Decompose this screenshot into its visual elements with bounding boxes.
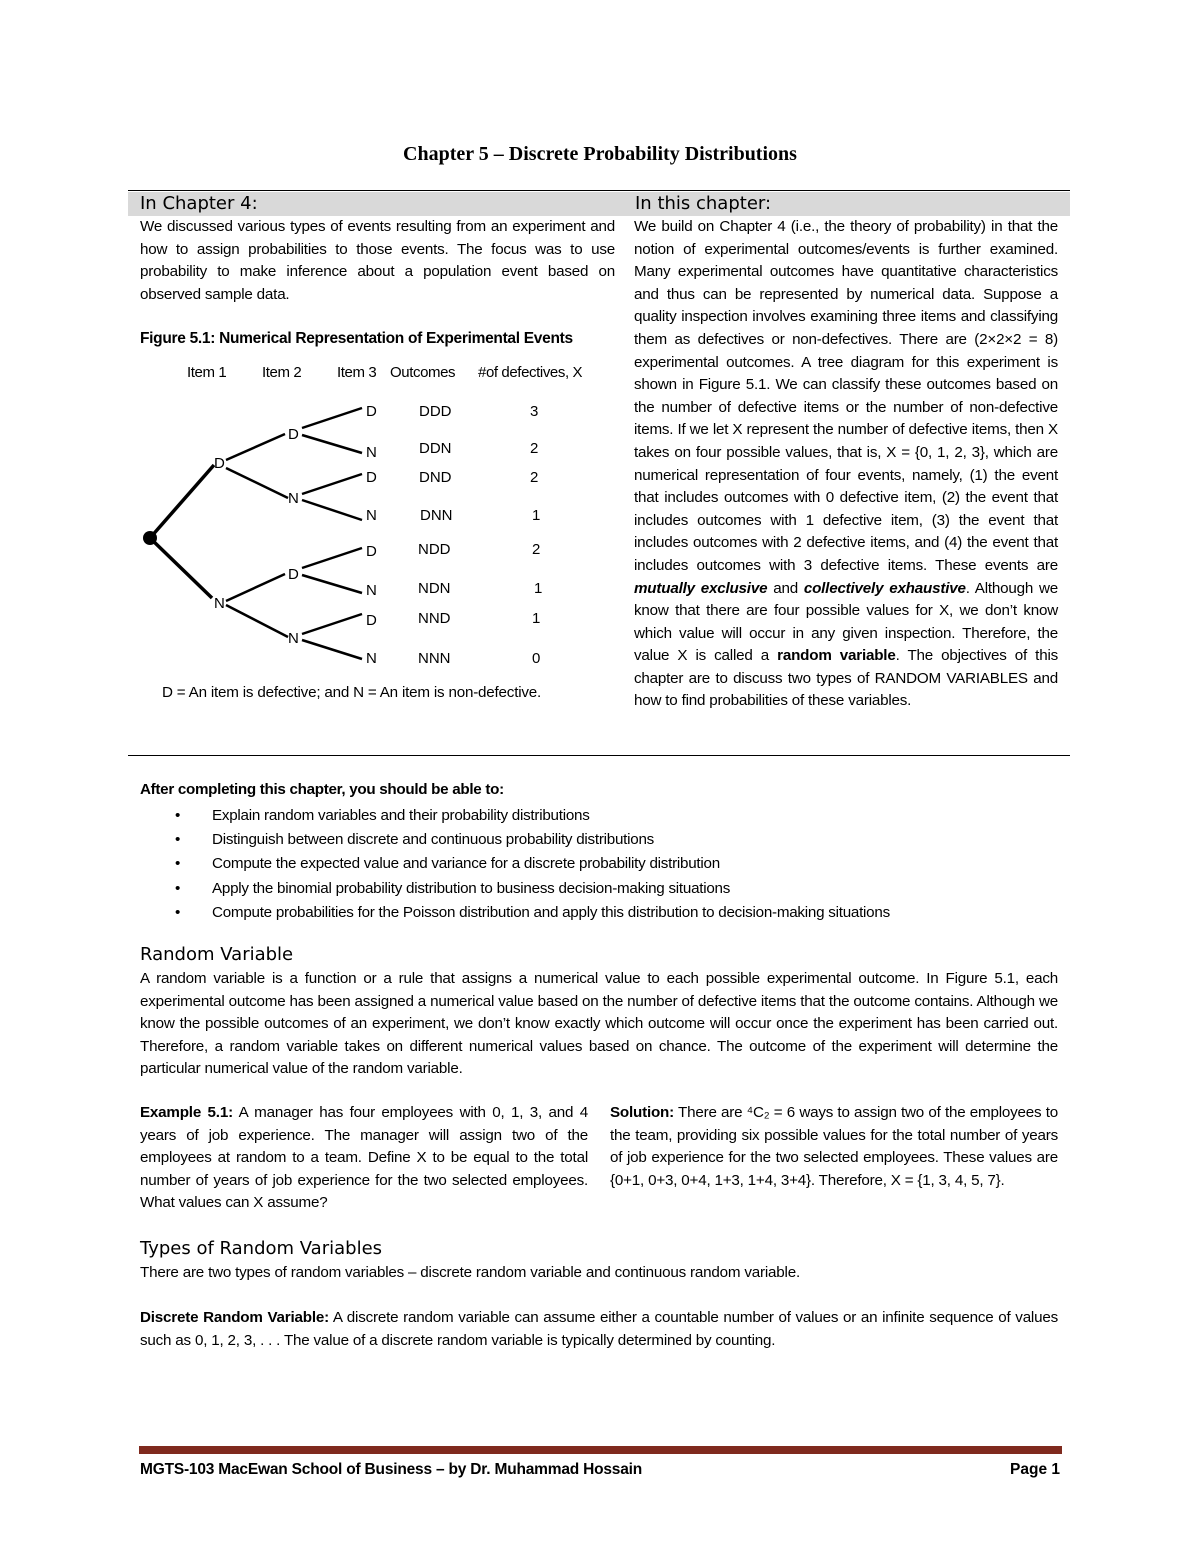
objectives-heading: After completing this chapter, you should be able to: [140, 781, 504, 798]
bullet-icon: • [175, 807, 181, 824]
leaf-x-value: 2 [532, 541, 541, 558]
types-text: There are two types of random variables – discrete random variable and continuous random variable. [140, 1264, 800, 1281]
objective-text: Compute probabilities for the Poisson distribution and apply this distribution to decision-making situations [212, 903, 890, 921]
random-variable-text: A random variable is a function or a rule that assigns a numerical value to each possible experimental outcome. In Figure 5.1, each experimental outcome has been assigned a numerical value based on the number of defective items that the outcome contains. Although we know the possible outcomes of an experiment, we don’t know exactly which outcome will occur once the experiment has been carried out. Therefore, a random variable takes on different numerical values based on chance. The outcome of the experiment will determine the particular numerical value of the random variable. [140, 970, 1058, 1078]
objective-item [140, 877, 890, 901]
leaf-x-value: 3 [530, 403, 539, 420]
bullet-icon: • [175, 855, 181, 873]
branch-dn-d [302, 474, 362, 494]
branch-n-d [226, 574, 285, 601]
leaf-outcome: NND [418, 610, 451, 627]
branch-d-d [226, 434, 285, 460]
figure-title: Figure 5.1: Numerical Representation of Experimental Events [140, 330, 573, 347]
solution-label: Solution: [610, 1104, 674, 1121]
leaf-item3: N [366, 444, 377, 461]
objectives-list [140, 804, 890, 925]
leaf-item3: N [366, 507, 377, 524]
solution-block [610, 1102, 1058, 1192]
leaf-item3: D [366, 469, 377, 486]
branch-dd-d [302, 408, 362, 428]
branch-d-n [226, 468, 288, 498]
leaf-item3: D [366, 403, 377, 420]
tree-diagram [130, 355, 620, 680]
term-random-variable: random variable [777, 647, 896, 665]
node-level1-d: D [214, 455, 225, 472]
node-level2-dn: N [288, 490, 299, 507]
leaf-x-value: 2 [530, 440, 539, 457]
leaf-item3: N [366, 650, 377, 667]
figure-legend: D = An item is defective; and N = An item is non-defective. [162, 684, 542, 701]
objective-item [140, 852, 890, 876]
leaf-outcome: DDD [419, 403, 452, 420]
objective-text: Explain random variables and their probability distributions [212, 807, 590, 824]
branch-nn-n [302, 640, 362, 659]
leaf-x-value: 2 [530, 469, 539, 486]
leaf-item3: D [366, 612, 377, 629]
leaf-x-value: 0 [532, 650, 541, 667]
header-item-3: Item 3 [337, 364, 377, 381]
leaf-item3: D [366, 543, 377, 560]
node-level2-nd: D [288, 566, 299, 583]
objective-item [140, 901, 890, 925]
leaf-x-value: 1 [532, 610, 541, 627]
branch-nd-n [302, 575, 362, 593]
branch-root-n [150, 538, 212, 598]
objective-text: Apply the binomial probability distribution to business decision-making situations [212, 879, 731, 897]
bullet-icon: • [175, 879, 181, 897]
branch-dd-n [302, 435, 362, 453]
term-mutually-exclusive: mutually exclusive [634, 579, 768, 597]
objective-item [140, 828, 890, 852]
leaf-outcome: NNN [418, 650, 451, 667]
objective-text: Compute the expected value and variance for a discrete probability distribution [212, 855, 720, 873]
right-text-part-3: . Although we know that there are four possible values for X, we don’t know which value will occur in any given inspection. Therefore, the value X is called a [634, 579, 1059, 665]
branch-dn-n [302, 500, 362, 520]
header-defectives: #of defectives, X [478, 364, 583, 381]
node-level2-nn: N [288, 630, 299, 647]
leaf-outcome: NDD [418, 541, 451, 558]
footer-page-number: Page 1 [1010, 1461, 1060, 1478]
types-heading: Types of Random Variables [140, 1238, 383, 1259]
discrete-text: A discrete random variable can assume either a countable number of values or an infinite sequence of values such as 0, 1, 2, 3, . . . The value of a discrete random variable is typically determined by counting. [140, 1309, 1058, 1349]
random-variable-heading: Random Variable [140, 944, 294, 965]
header-item-2: Item 2 [262, 364, 302, 381]
right-text-part-1: We build on Chapter 4 (i.e., the theory of probability) in that the notion of experimental outcomes/events is further examined. Many experimental outcomes have quantitative characteristics and thus can be represented by numerical data. Suppose a quality inspection involves examining three items and classifying them as defectives or non-defectives. There are (2×2×2 = 8) experimental outcomes. A tree diagram for this experiment is shown in Figure 5.1. We can classify these outcomes based on the number of defective items or the number of non-defective items. If we let X represent the number of defective items, then X takes on four possible values, that is, X = {0, 1, 2, 3}, which are numerical representation of four events, namely, (1) the event that includes outcomes with 0 defective item, (2) the event that includes outcomes with 1 defective item, (3) the event that includes outcomes with 2 defective items, and (4) the event that includes outcomes with 3 defective items. These events are [634, 218, 1058, 574]
branch-nd-d [302, 548, 362, 568]
header-outcomes: Outcomes [390, 364, 456, 381]
left-column-text: We discussed various types of events resulting from an experiment and how to assign probabilities to those events. The focus was to use probability to make inference about a population event based on observed sample data. [140, 218, 615, 303]
leaf-outcome: DND [419, 469, 452, 486]
header-item-1: Item 1 [187, 364, 227, 381]
leaf-outcome: DDN [419, 440, 452, 457]
leaf-item3: N [366, 582, 377, 599]
right-text-part-4: . The objectives of this chapter are to discuss two types of RANDOM VARIABLES and how to find probabilities of these variables. [634, 647, 1059, 710]
leaf-outcome: NDN [418, 580, 451, 597]
left-column-heading: In Chapter 4: [140, 193, 258, 214]
page-title: Chapter 5 – Discrete Probability Distributions [403, 143, 797, 165]
right-column-heading: In this chapter: [635, 193, 772, 214]
node-level1-n: N [214, 595, 225, 612]
leaf-outcome: DNN [420, 507, 453, 524]
term-collectively-exhaustive: collectively exhaustive [803, 579, 966, 597]
bullet-icon: • [175, 903, 181, 921]
branch-nn-d [302, 614, 362, 634]
footer-bar [139, 1446, 1062, 1454]
discrete-label: Discrete Random Variable: [140, 1309, 329, 1326]
table-top-rule [128, 190, 1070, 191]
objective-item [140, 804, 890, 828]
right-text-part-2: and [767, 579, 804, 597]
table-bottom-rule [128, 755, 1070, 756]
footer-course: MGTS-103 MacEwan School of Business – by Dr. Muhammad Hossain [140, 1461, 643, 1478]
bullet-icon: • [175, 831, 181, 849]
objective-text: Distinguish between discrete and continuous probability distributions [212, 831, 655, 849]
leaf-x-value: 1 [534, 580, 543, 597]
example-block [140, 1102, 588, 1215]
branch-root-d [150, 465, 214, 538]
right-column-text [634, 216, 1058, 713]
node-level2-dd: D [288, 426, 299, 443]
leaf-x-value: 1 [532, 507, 541, 524]
discrete-definition [140, 1307, 1058, 1352]
table-header-band [128, 192, 1070, 216]
example-label: Example 5.1: [140, 1104, 233, 1121]
example-text: A manager has four employees with 0, 1, 3, and 4 years of job experience. The manager will assign two of the employees at random to a team. Define X to be equal to the total number of years of job experience for the two selected employees. What values can X assume? [140, 1104, 588, 1212]
branch-n-n [226, 605, 288, 637]
solution-text: There are ⁴C₂ = 6 ways to assign two of the employees to the team, providing six possible values for the total number of years of job experience for the two selected employees. These values are {0+1, 0+3, 0+4, 1+3, 1+4, 3+4}. Therefore, X = {1, 3, 4, 5, 7}. [610, 1104, 1058, 1189]
